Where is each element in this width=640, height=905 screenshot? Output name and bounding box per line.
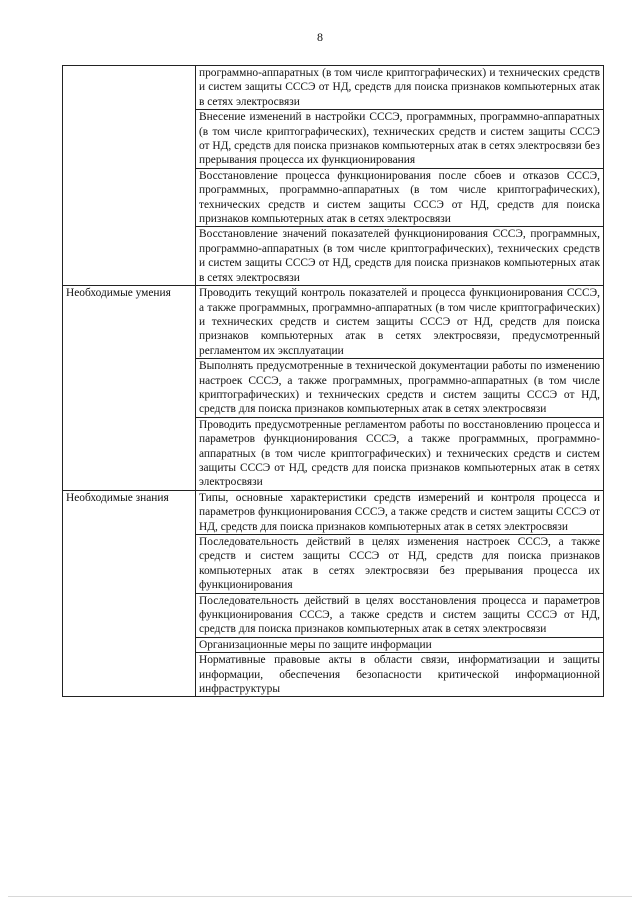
row-text: Последовательность действий в целях восстановления процесса и параметров функционирования СССЭ, а также средств и систем защиты СССЭ от НД, средств для поиска признаков компьютерных атак в сетях электросвязи xyxy=(196,593,604,637)
page-number: 8 xyxy=(317,30,323,44)
table-row xyxy=(63,490,604,534)
row-text: Внесение изменений в настройки СССЭ, программных, программно-аппаратных (в том числе криптографических), технических средств и систем защиты СССЭ от НД, средств для поиска признаков компьютерных атак в сетях электросвязи без прерывания процесса их функционирования xyxy=(196,110,604,169)
row-text: Нормативные правовые акты в области связи, информатизации и защиты информации, обеспечения безопасности критической информационной инфраструктуры xyxy=(196,653,604,697)
row-text: Проводить текущий контроль показателей и процесса функционирования СССЭ, а также программных, программно-аппаратных (в том числе криптографических) и технических средств и систем защиты СССЭ от НД, средств для поиска признаков компьютерных атак в сетях электросвязи, предусмотренный регламентом их эксплуатации xyxy=(196,286,604,359)
row-label-empty xyxy=(63,66,196,286)
row-label-knowledge: Необходимые знания xyxy=(63,490,196,697)
row-text: Организационные меры по защите информации xyxy=(196,637,604,652)
row-label-skills: Необходимые умения xyxy=(63,286,196,491)
page-bottom-edge xyxy=(8,896,632,897)
row-text: Последовательность действий в целях изменения настроек СССЭ, а также средств и систем защиты СССЭ от НД, средств для поиска признаков компьютерных атак в сетях электросвязи без прерывания процесса их функционирования xyxy=(196,535,604,594)
row-text: Восстановление процесса функционирования после сбоев и отказов СССЭ, программных, программно-аппаратных (в том числе криптографических), технических средств и систем защиты СССЭ от НД, средств для поиска признаков компьютерных атак в сетях электросвязи xyxy=(196,168,604,227)
row-text: Восстановление значений показателей функционирования СССЭ, программных, программно-аппаратных (в том числе криптографических), технических средств и систем защиты СССЭ от НД, средств для поиска признаков компьютерных атак в сетях электросвязи xyxy=(196,227,604,286)
table-row xyxy=(63,286,604,359)
table-row xyxy=(63,66,604,110)
row-text: Выполнять предусмотренные в технической документации работы по изменению настроек СССЭ, а также программных, программно-аппаратных (в том числе криптографических) и технических средств и систем защиты СССЭ от НД, средств для поиска признаков компьютерных атак в сетях электросвязи xyxy=(196,359,604,418)
row-text: Типы, основные характеристики средств измерений и контроля процесса и параметров функционирования СССЭ, а также средств и систем защиты СССЭ от НД, средств для поиска признаков компьютерных атак в сетях электросвязи xyxy=(196,490,604,534)
row-text: Проводить предусмотренные регламентом работы по восстановлению процесса и параметров функционирования СССЭ, а также программных, программно-аппаратных (в том числе криптографических) и технических средств и систем защиты СССЭ от НД, средств для поиска признаков компьютерных атак в сетях электросвязи xyxy=(196,417,604,490)
requirements-table xyxy=(62,65,604,697)
row-text: программно-аппаратных (в том числе криптографических) и технических средств и систем защиты СССЭ от НД, средств для поиска признаков компьютерных атак в сетях электросвязи xyxy=(196,66,604,110)
